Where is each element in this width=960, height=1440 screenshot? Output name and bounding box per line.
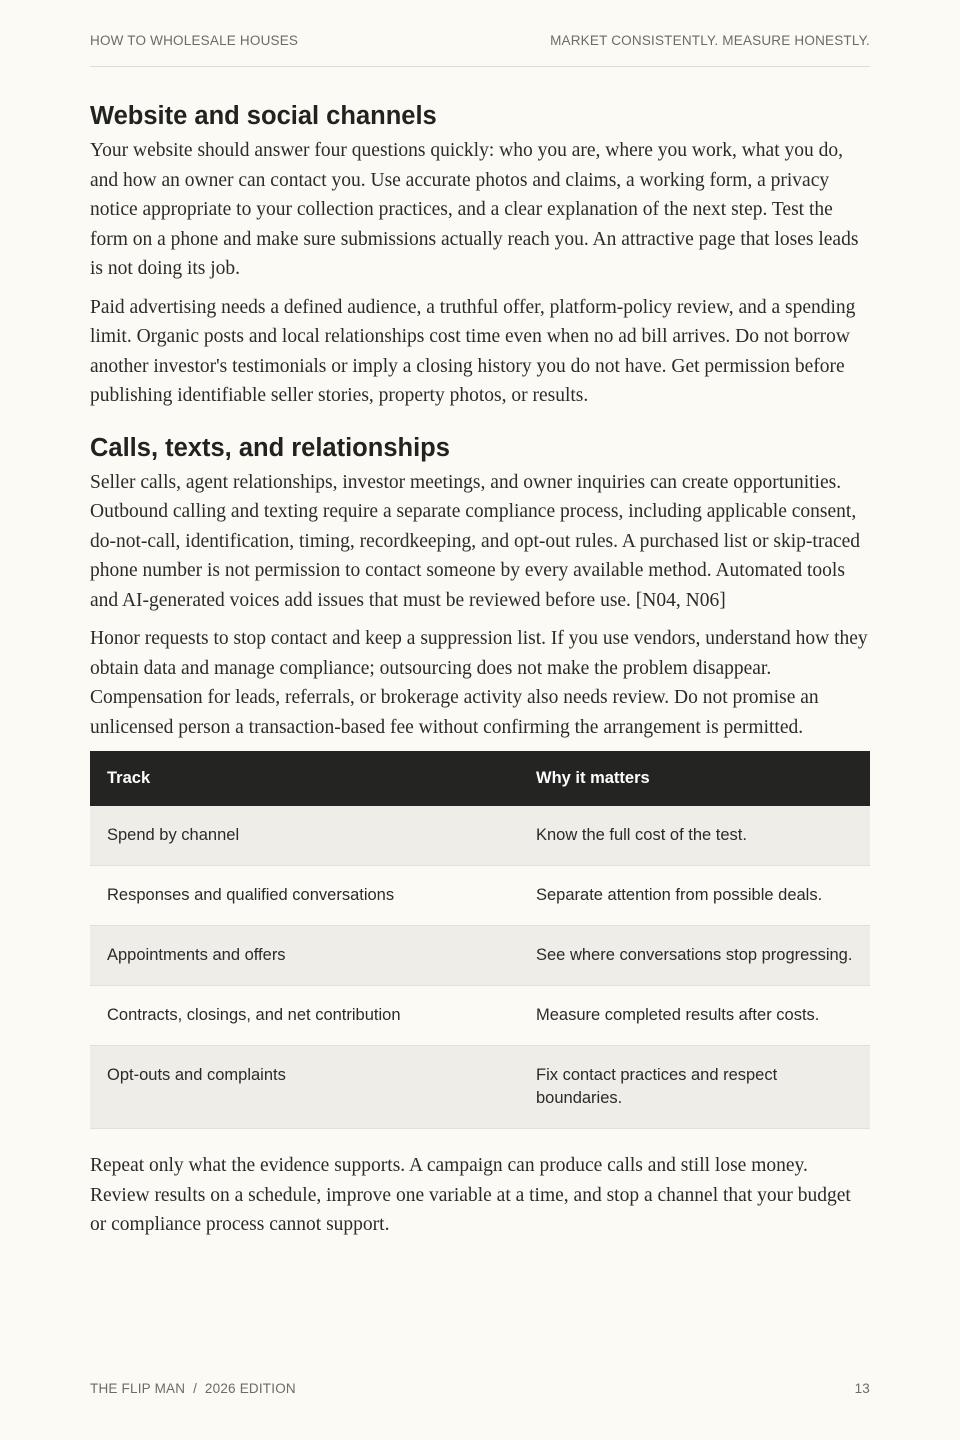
paragraph-website: Your website should answer four questions quickly: who you are, where you work, what you do, and how an owner can contact you. Use accurate photos and claims, a working form, a privacy notice appropriate to your collection practices, and a clear explanation of the next step. Test the form on a phone and make sure submissions actually reach you. An attractive page that loses leads is not doing its job. [90,140,859,279]
header-book-title: HOW TO WHOLESALE HOUSES [90,33,299,48]
table-cell-why: Measure completed results after costs. [519,986,870,1046]
table-cell-track: Contracts, closings, and net contribution [90,986,519,1046]
table-header-track: Track [90,751,519,806]
page-content [90,99,870,1249]
table-row [90,1046,870,1129]
table-header-row [90,751,870,806]
table-cell-track: Appointments and offers [90,926,519,986]
table-cell-why: Know the full cost of the test. [519,806,870,866]
table-cell-why: See where conversations stop progressing. [519,926,870,986]
table-cell-track: Responses and qualified conversations [90,866,519,926]
table-row [90,926,870,986]
running-footer [90,1381,870,1396]
paragraph-calls: Seller calls, agent relationships, investor meetings, and owner inquiries can create opportunities. Outbound calling and texting require a separate compliance process, including applicable consent, do-not-call, identification, timing, recordkeeping, and opt-out rules. A purchased list or skip-traced phone number is not permission to contact someone by every available method. Automated tools and AI-generated voices add issues that must be reviewed before use. [N04, N06] [90,471,861,611]
header-chapter-title: MARKET CONSISTENTLY. MEASURE HONESTLY. [550,33,870,48]
table-row [90,986,870,1046]
paragraph-paid-advertising: Paid advertising needs a defined audience, a truthful offer, platform-policy review, and a spending limit. Organic posts and local relationships cost time even when no ad bill arrives. Do not borrow another investor's testimonials or imply a closing history you do not have. Get permission before publishing identifiable seller stories, property photos, or results. [90,296,856,406]
section-heading-calls: Calls, texts, and relationships [90,433,450,462]
table-header-why: Why it matters [519,751,870,806]
table-row [90,806,870,866]
footer-edition: THE FLIP MAN / 2026 EDITION [90,1381,296,1396]
running-header [90,33,870,67]
paragraph-suppression: Honor requests to stop contact and keep a suppression list. If you use vendors, understand how they obtain data and manage compliance; outsourcing does not make the problem disappear. Compensation for leads, referrals, or brokerage activity also needs review. Do not promise an unlicensed person a transaction-based fee without confirming the arrangement is permitted. [90,628,868,738]
table-cell-track: Opt-outs and complaints [90,1046,519,1129]
paragraph-closing: Repeat only what the evidence supports. A campaign can produce calls and still lose money. Review results on a schedule, improve one variable at a time, and stop a channel that your budget or compliance process cannot support. [90,1155,851,1235]
page-number: 13 [854,1381,870,1396]
tracking-table [90,751,870,1129]
table-cell-why: Fix contact practices and respect boundaries. [519,1046,870,1129]
table-cell-why: Separate attention from possible deals. [519,866,870,926]
table-cell-track: Spend by channel [90,806,519,866]
table-row [90,866,870,926]
section-heading-website: Website and social channels [90,102,437,130]
